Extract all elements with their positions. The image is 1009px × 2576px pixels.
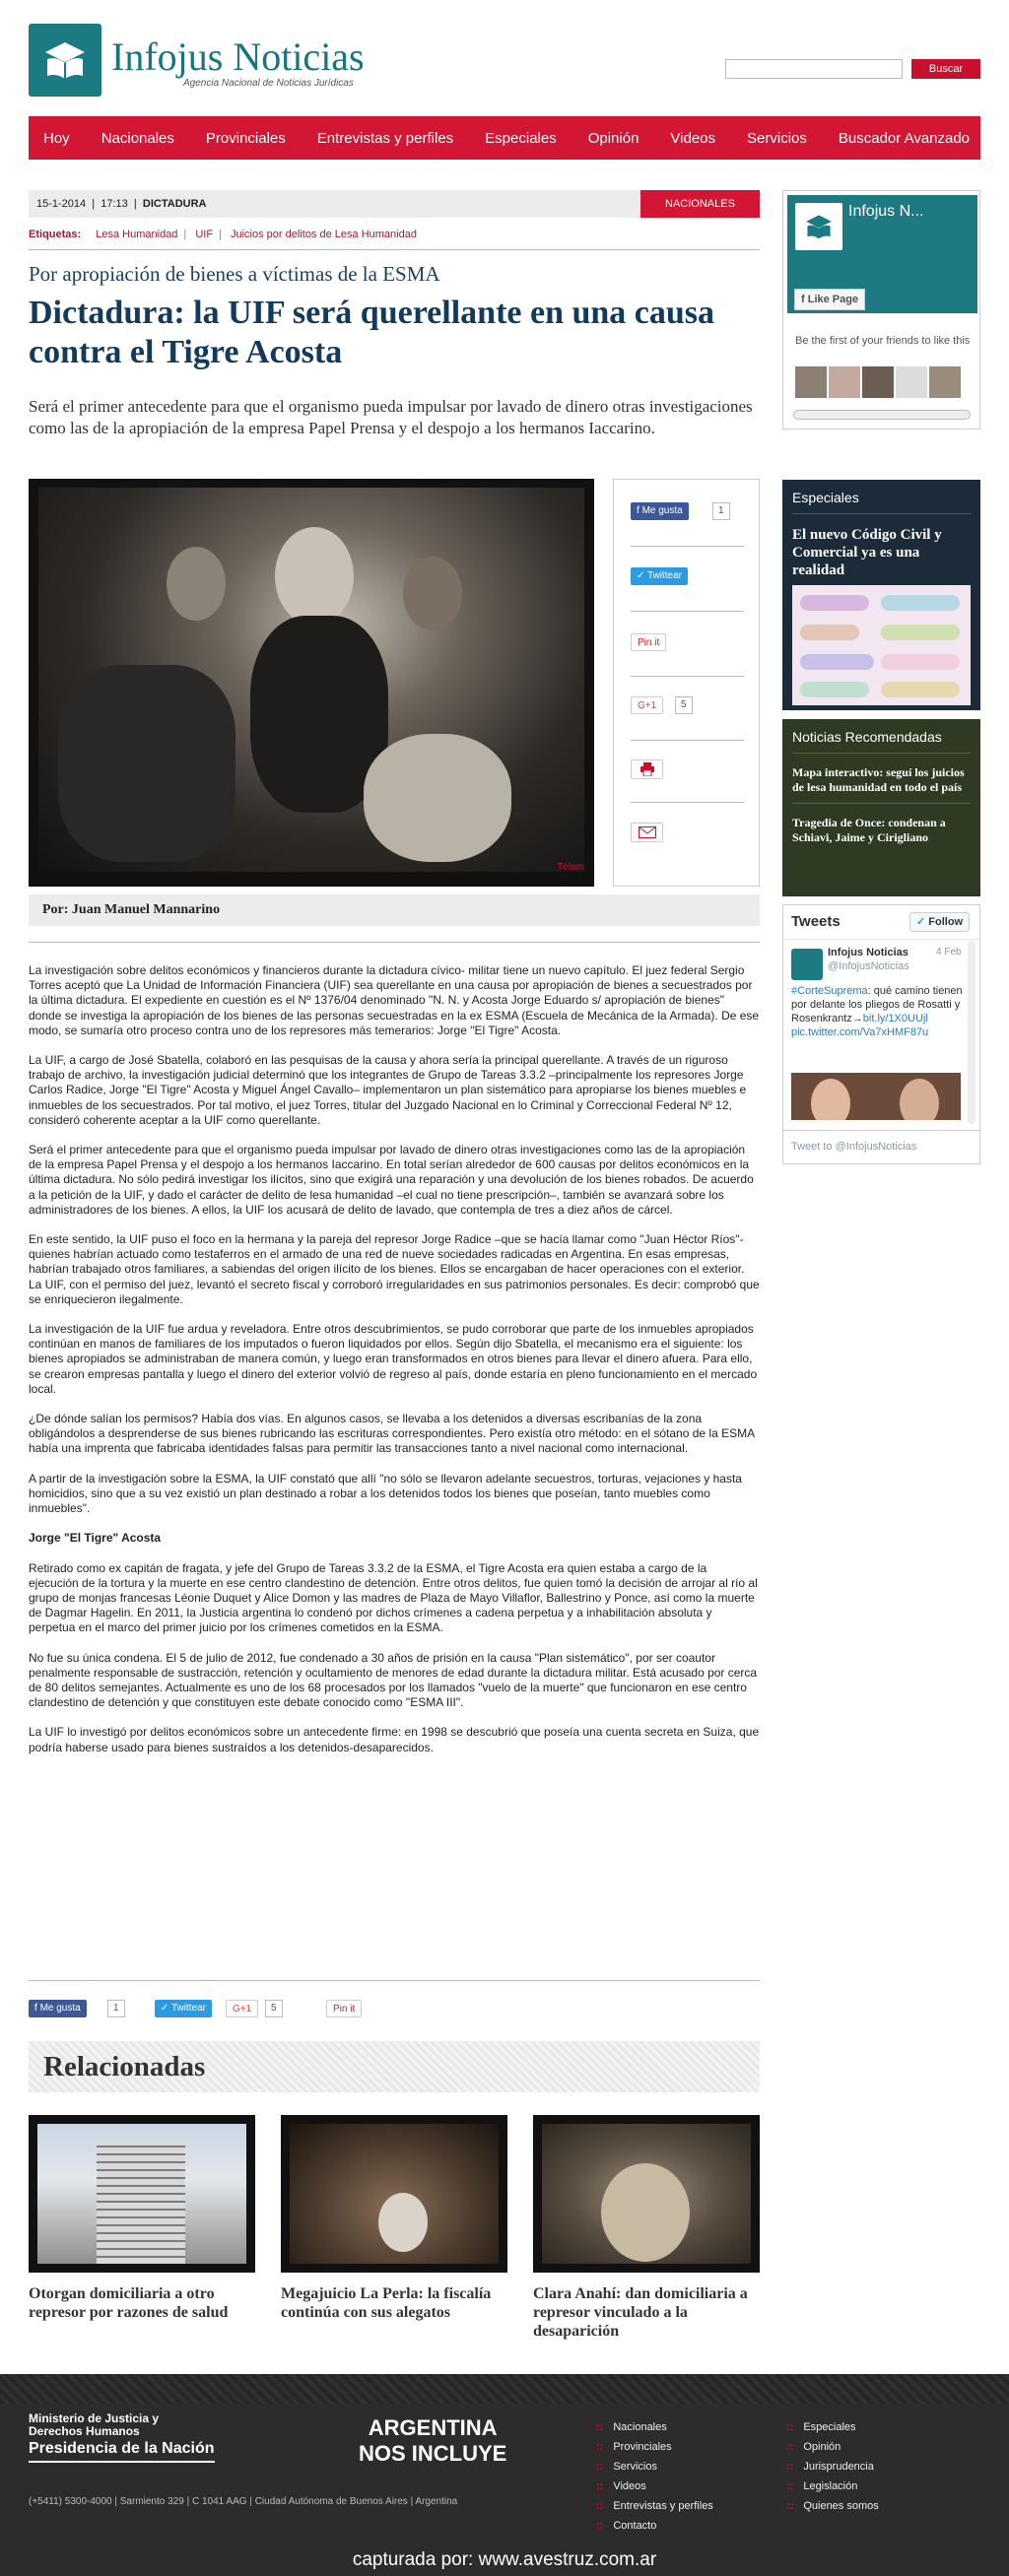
photo-figure — [403, 557, 462, 630]
printer-icon — [639, 762, 655, 776]
footer-link[interactable]: :: Jurisprudencia — [786, 2457, 879, 2477]
article-photo[interactable] — [29, 479, 594, 887]
footer-link[interactable]: :: Quienes somos — [786, 2496, 879, 2516]
divider — [29, 942, 760, 943]
facebook-icon: f — [801, 294, 808, 305]
facebook-like-count: 1 — [107, 2000, 125, 2017]
nav-item-nacionales[interactable]: Nacionales — [101, 129, 174, 147]
twitter-share-button[interactable]: ✓ Twittear — [631, 567, 688, 585]
main-nav — [29, 116, 980, 160]
site-logo-name[interactable]: Infojus Noticias — [111, 34, 365, 79]
facebook-friend-avatar[interactable] — [862, 366, 894, 398]
footer-link[interactable]: :: Contacto — [596, 2516, 713, 2536]
twitter-widget — [782, 904, 980, 1164]
article-date: 15-1-2014 — [36, 198, 87, 210]
search-button[interactable]: Buscar — [911, 59, 980, 79]
tweet-text: #CorteSuprema: qué camino tienen por delante los pliegos de Rosatti y Rosenkrantz→bit.ly/1X0UUjl pic.twitter.com/Va7xHMF87u — [791, 985, 963, 1038]
related-headline[interactable]: Otorgan domiciliaria a otro represor por razones de salud — [29, 2285, 229, 2321]
tweet-hashtag[interactable]: #CorteSuprema — [791, 985, 868, 997]
facebook-cover[interactable] — [787, 195, 977, 313]
footer-address: (+5411) 5300-4000 | Sarmiento 329 | C 1041 AAG | Ciudad Autónoma de Buenos Aires | Argentina — [29, 2496, 458, 2507]
facebook-page-widget — [782, 190, 980, 429]
article-paragraph: ¿De dónde salían los permisos? Había dos vías. En algunos casos, se llevaba a los detenidos a diversas escribanías de la zona obligándolos a desprenderse de sus bienes rubricando las escrituras correspondientes. Pero existía otro método: en el sótano de la ESMA había una imprenta que fabricaba identidades falsas para permitir las transacciones tanto a nivel nacional como internacional. — [29, 1412, 755, 1456]
google-plus-count: 5 — [265, 2000, 283, 2017]
nav-item-especiales[interactable]: Especiales — [485, 129, 557, 147]
article-byline: Por: Juan Manuel Mannarino — [29, 894, 760, 926]
article-tags: Etiquetas: Lesa Humanidad | UIF | Juicios por delitos de Lesa Humanidad — [29, 229, 417, 240]
site-logo-tagline: Agencia Nacional de Noticias Jurídicas — [183, 78, 354, 89]
pinterest-button[interactable]: Pin it — [326, 2000, 362, 2017]
tweet-link[interactable]: bit.ly/1X0UUjl — [862, 1013, 928, 1024]
tag-link[interactable]: Lesa Humanidad — [96, 229, 178, 240]
facebook-friends-text: Be the first of your friends to like this — [795, 335, 971, 347]
tweets-title: Tweets — [791, 913, 841, 930]
facebook-icon: f — [637, 505, 642, 516]
meta-separator: | — [130, 198, 140, 210]
tweet-to-input[interactable]: Tweet to @InfojusNoticias — [783, 1130, 979, 1163]
google-plus-button[interactable]: G+1 — [226, 2000, 258, 2017]
related-image[interactable] — [29, 2115, 255, 2273]
facebook-like-page-button[interactable]: f Like Page — [794, 289, 865, 310]
footer-link[interactable]: :: Legislación — [786, 2477, 879, 2496]
nav-item-hoy[interactable]: Hoy — [43, 129, 70, 147]
tweet-photo[interactable] — [791, 1073, 961, 1120]
divider — [29, 249, 760, 250]
facebook-page-name[interactable]: Infojus N... — [848, 203, 924, 220]
tweet-user-name[interactable]: Infojus Noticias — [828, 947, 908, 958]
nav-item-servicios[interactable]: Servicios — [747, 129, 807, 147]
tags-label: Etiquetas: — [29, 229, 82, 240]
recomendada-link[interactable]: Mapa interactivo: seguí los juicios de lesa humanidad en todo el país — [792, 765, 971, 804]
facebook-friend-avatar[interactable] — [929, 366, 961, 398]
site-footer — [0, 2374, 1009, 2576]
section-badge[interactable]: NACIONALES — [640, 190, 760, 218]
article-paragraph: La investigación sobre delitos económicos y financieros durante la dictadura cívico- militar tiene un nuevo capítulo. El juez federal Sergio Torres aceptó que La Unidad de Información Financiera (UIF) sea querellante en una causa por apropiación de bienes a secuestrados por la última dictadura. El expediente en cuestión es el Nº 1376/04 denominado "N. N. y Acosta Jorge Eduardo s/ apropiación de bienes" donde se investiga la apropiación de los bienes de las personas secuestradas en la ex ESMA (Escuela de Mecánica de la Armada). De ese modo, se sumaría otro proceso contra uno de los represores más temerarios: Jorge "El Tigre" Acosta. — [29, 963, 760, 1037]
related-card[interactable] — [29, 2115, 255, 2322]
logo-book-icon — [801, 209, 837, 244]
footer-link[interactable]: :: Videos — [596, 2477, 713, 2496]
related-headline[interactable]: Megajuicio La Perla: la fiscalía continúa con sus alegatos — [281, 2285, 492, 2321]
facebook-scrollbar[interactable] — [793, 410, 971, 420]
print-button[interactable] — [631, 760, 663, 779]
twitter-icon: ✓ — [161, 2003, 171, 2014]
photo-figure — [275, 527, 354, 626]
article-paragraph: La UIF, a cargo de José Sbatella, colaboró en las pesquisas de la causa y ahora sería la principal querellante. A través de un riguroso trabajo de archivo, la investigación judicial determinó que los integrantes de Grupo de Tareas 3.3.2 –principalmente los represores Jorge Carlos Radice, Jorge "El Tigre" Acosta y Miguel Ángel Cavallo– implementaron un plan sistemático para apropiarse los bienes muebles e inmuebles de los secuestrados. Por tal motivo, el juez Torres, titular del Juzgado Nacional en lo Criminal y Correccional Federal Nº 12, consideró coherente aceptar a la UIF como querellante. — [29, 1053, 747, 1127]
especiales-image[interactable] — [792, 585, 971, 705]
facebook-page-avatar[interactable] — [795, 203, 842, 250]
tweets-scrollbar[interactable] — [968, 941, 975, 1124]
especiales-widget — [782, 480, 980, 710]
capture-credit: capturada por: www.avestruz.com.ar — [352, 2549, 657, 2570]
footer-ministerio[interactable]: Ministerio de Justicia y Derechos Humanos — [29, 2411, 160, 2438]
tweet-handle[interactable]: @InfojusNoticias — [828, 960, 909, 972]
nav-item-opinion[interactable]: Opinión — [587, 129, 639, 147]
facebook-like-button[interactable]: f Me gusta — [29, 2000, 87, 2017]
nav-item-entrevistas[interactable]: Entrevistas y perfiles — [316, 129, 454, 147]
footer-link[interactable]: :: Nacionales — [596, 2417, 713, 2437]
facebook-icon: f — [34, 2003, 40, 2014]
photo-credit: Télam — [557, 862, 584, 873]
tweet-date[interactable]: 4 Feb — [936, 947, 962, 958]
article-category: DICTADURA — [142, 198, 207, 210]
related-card[interactable] — [281, 2115, 507, 2322]
article-time: 17:13 — [101, 198, 128, 210]
article-paragraph: La investigación de la UIF fue ardua y reveladora. Entre otros descubrimientos, se pudo corroborar que parte de los inmuebles apropiados continúan en manos de familiares de los imputados o fueron liquidados por ellos. Según dijo Sbatella, el mecanismo era el siguiente: los bienes apropiados se administraban de manera común, y luego eran transformados en otros bienes para llevar el dinero afuera. Para ello, se crearon empresas pantalla y luego el dinero del exterior volvió de regreso al país, donde estaría en pleno funcionamiento en el mercado local. — [29, 1322, 758, 1396]
related-title: Relacionadas — [43, 2051, 206, 2082]
twitter-icon: ✓ — [637, 570, 647, 581]
footer-link[interactable]: :: Servicios — [596, 2457, 713, 2477]
nav-item-provinciales[interactable]: Provinciales — [205, 129, 286, 147]
article-paragraph: A partir de la investigación sobre la ESMA, la UIF constató que allí "no sólo se llevaron adelante secuestros, torturas, vejaciones y hasta homicidios, sino que a su vez existió un plan destinado a robar a los detenidos todos los bienes que poseían, tanto muebles como inmuebles". — [29, 1471, 742, 1516]
facebook-friend-avatar[interactable] — [896, 366, 927, 398]
recomendada-link[interactable]: Tragedia de Once: condenan a Schiavi, Jaime y Cirigliano — [792, 816, 946, 844]
facebook-like-button[interactable]: f Me gusta — [631, 502, 689, 520]
nav-item-buscador[interactable]: Buscador Avanzado — [838, 129, 971, 147]
related-headline[interactable]: Clara Anahí: dan domiciliaria a represor vinculado a la desaparición — [533, 2285, 748, 2340]
article-kicker: Por apropiación de bienes a víctimas de la ESMA — [29, 262, 440, 286]
related-header — [29, 2041, 760, 2092]
divider — [29, 1980, 760, 1981]
related-image[interactable] — [533, 2115, 760, 2273]
twitter-icon: ✓ — [916, 916, 929, 928]
article-paragraph: No fue su única condena. El 5 de julio de 2012, fue condenado a 30 años de prisión en la causa "Plan sistemático", por ser coautor penalmente responsable de sustracción, retención y ocultamiento de menores de edad durante la dictadura militar. Está acusado por cerca de 80 delitos semejantes. Actualmente es uno de los 68 procesados por los llamados "vuelo de la muerte" que funcionaron en ese centro clandestino de detención y que constituyen este debate conocido como "ESMA III". — [29, 1650, 758, 1710]
article-paragraph: En este sentido, la UIF puso el foco en la hermana y la pareja del represor Jorge Radice –que se hacía llamar como "Juan Héctor Ríos"- quienes habrían actuado como testaferros en el armado de una red de nueve sociedades radicadas en Argentina. En esas empresas, habrían trabajado otros familiares, a sabiendas del origen ilícito de los bienes. Ellos se encargaban de hacer operaciones con el exterior. La UIF, con el permiso del juez, levantó el secreto fiscal y corroboró irregularidades en sus patrimonios personales. Es decir: comprobó que se enriquecieron ilegalmente. — [29, 1232, 760, 1306]
nav-item-videos[interactable]: Videos — [670, 129, 716, 147]
footer-link[interactable]: :: Entrevistas y perfiles — [596, 2496, 713, 2516]
article-meta-bar — [29, 190, 640, 218]
related-image[interactable] — [281, 2115, 507, 2273]
footer-argentina-logo[interactable]: ARGENTINA NOS INCLUYE — [359, 2415, 507, 2466]
article-subhead: Jorge "El Tigre" Acosta — [29, 1531, 162, 1546]
facebook-like-count: 1 — [712, 502, 730, 520]
twitter-follow-button[interactable]: ✓ Follow — [909, 912, 970, 932]
search-input[interactable] — [725, 59, 903, 79]
article-paragraph: Será el primer antecedente para que el organismo pueda impulsar por lavado de dinero otras investigaciones como las de la apropiación de la empresa Papel Prensa y el despojo a los hermanos Iaccarino. En total serían alrededor de 600 causas por delitos económicos en la última dictadura. No sólo pedirá investigar los ilícitos, sino que exigirá una reparación y una devolución de los bienes robados. De acuerdo a la petición de la UIF, y dado el carácter de delito de lesa humanidad –el cual no tiene prescripción–, también se avanzará sobre los administradores de los bienes. A ellos, la UIF los acusará de delito de lavado, que contempla de tres a diez años de cárcel. — [29, 1143, 754, 1217]
envelope-icon — [639, 826, 656, 838]
photo-figure — [167, 547, 226, 621]
article-paragraph: La UIF lo investigó por delitos económicos sobre un antecedente firme: en 1998 se descubrió que poseía una cuenta secreta en Suiza, que podría haberse usado para bienes sustraídos a los detenidos-desaparecidos. — [29, 1725, 760, 1754]
logo-book-icon[interactable] — [29, 24, 101, 97]
share-box — [613, 479, 760, 887]
site-header — [0, 0, 1009, 113]
footer-links-col1 — [596, 2417, 713, 2536]
footer-links-col2 — [786, 2417, 879, 2516]
pinterest-button[interactable]: Pin it — [631, 633, 666, 651]
article-paragraph: Retirado como ex capitán de fragata, y jefe del Grupo de Tareas 3.3.2 de la ESMA, el Tigre Acosta era quien estaba a cargo de la ejecución de la tortura y la muerte en ese centro clandestino de detención. Entre otros delitos, fue quien tomó la decisión de arrojar al río al grupo de monjas francesas Léonie Duquet y Alice Domon y las madres de Plaza de Mayo Villaflor, Ballestrino y Ponce, así como la muerte de Dagmar Hagelin. En 2011, la Justicia argentina lo condenó por dichos crímenes a cadena perpetua y a inhabilitación absoluta y perpetua en el marco del primer juicio por los crímenes cometidos en la ESMA. — [29, 1560, 758, 1635]
article-lead: Será el primer antecedente para que el organismo pueda impulsar por lavado de dinero otras investigaciones como las de la apropiación de la empresa Papel Prensa y el despojo a los hermanos Iaccarino. — [29, 397, 753, 437]
related-card[interactable] — [533, 2115, 760, 2341]
footer-presidencia[interactable]: Presidencia de la Nación — [29, 2440, 215, 2463]
photo-figure — [58, 665, 235, 862]
google-plus-count: 5 — [675, 696, 693, 714]
especiales-headline[interactable]: El nuevo Código Civil y Comercial ya es una realidad — [792, 527, 942, 578]
photo-figure — [364, 734, 511, 862]
recomendadas-widget — [782, 719, 980, 896]
facebook-friend-avatar[interactable] — [795, 366, 827, 398]
bottom-share-bar — [29, 2000, 760, 2021]
article-headline: Dictadura: la UIF será querellante en una causa contra el Tigre Acosta — [29, 295, 715, 370]
meta-separator: | — [89, 198, 99, 210]
especiales-title: Especiales — [792, 490, 859, 505]
email-button[interactable] — [631, 823, 663, 842]
facebook-friend-avatar[interactable] — [829, 366, 860, 398]
tweet-avatar[interactable] — [791, 949, 823, 980]
twitter-share-button[interactable]: ✓ Twittear — [155, 2000, 212, 2017]
tag-link[interactable]: UIF — [195, 229, 214, 240]
tweet-pic-link[interactable]: pic.twitter.com/Va7xHMF87u — [791, 1026, 929, 1038]
recomendadas-title: Noticias Recomendadas — [792, 729, 942, 745]
footer-link[interactable]: :: Opinión — [786, 2437, 879, 2457]
google-plus-button[interactable]: G+1 — [631, 696, 663, 714]
footer-link[interactable]: :: Provinciales — [596, 2437, 713, 2457]
article-body — [29, 963, 760, 1770]
footer-link[interactable]: :: Especiales — [786, 2417, 879, 2437]
tag-link[interactable]: Juicios por delitos de Lesa Humanidad — [231, 229, 417, 240]
